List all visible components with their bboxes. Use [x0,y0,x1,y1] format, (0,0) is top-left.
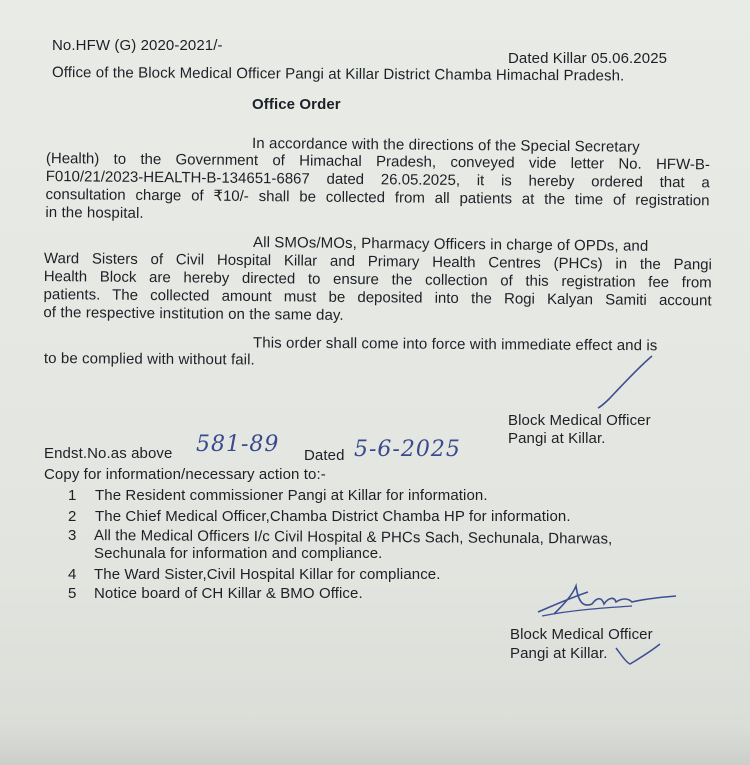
endorsement-label: Endst.No.as above [44,445,173,462]
copy-to-line: Copy for information/necessary action to:- [44,466,326,483]
para1-line: (Health) to the Government of Himachal Pradesh, conveyed vide letter No. HFW-B- [45,150,710,174]
signatory-place-1: Pangi at Killar. [508,430,606,447]
reference-number: No.HFW (G) 2020-2021/- [52,37,223,54]
endorsement-dated-label: Dated [304,447,345,464]
para2-line: of the respective institution on the same day. [43,303,344,324]
copy-item-text: The Resident commissioner Pangi at Killar for information. [95,487,488,504]
handwritten-endorsement-number: 581-89 [196,432,280,457]
para2-line: Ward Sisters of Civil Hospital Killar and Primary Health Centres (PHCs) in the Pangi [43,250,712,274]
para2-line: All SMOs/MOs, Pharmacy Officers in charge of OPDs, and [252,234,649,255]
issue-date: Dated Killar 05.06.2025 [508,50,668,67]
document-title: Office Order [252,96,341,113]
para2-line: patients. The collected amount must be deposited into the Rogi Kalyan Samiti account [43,285,712,310]
signature-flourish-2 [614,640,664,670]
para1-line: In accordance with the directions of the Special Secretary [251,134,640,156]
para3-line: to be complied with without fail. [43,350,255,369]
para1-line: consultation charge of ₹10/- shall be collected from all patients at the time of registration [45,185,710,210]
para3-line: This order shall come into force with immediate effect and is [252,334,658,355]
para2-line: Health Block are hereby directed to ensure the collection of this registration fee from [43,267,712,292]
para1-line: F010/21/2023-HEALTH-B-134651-6867 dated 26.05.2025, it is hereby ordered that a [45,167,710,192]
signature-mark-2 [532,582,682,622]
copy-item-number: 1 [68,487,77,504]
paper-shadow [0,725,750,765]
copy-item-number: 5 [68,585,77,602]
para1-line: in the hospital. [45,203,144,222]
office-name: Office of the Block Medical Officer Pangi at Killar District Chamba Himachal Pradesh. [51,64,625,85]
copy-item-text: The Ward Sister,Civil Hospital Killar for compliance. [94,566,441,583]
copy-item-number: 3 [68,527,77,544]
copy-item-text: Notice board of CH Killar & BMO Office. [94,585,363,602]
copy-item-number: 2 [68,508,77,525]
signatory-title-2: Block Medical Officer [510,626,653,643]
copy-item-text: Sechunala for information and compliance. [94,545,383,562]
signatory-title-1: Block Medical Officer [508,412,651,429]
signatory-place-2: Pangi at Killar. [510,645,608,662]
copy-item-text: All the Medical Officers I/c Civil Hospital & PHCs Sach, Sechunala, Dharwas, [93,527,613,548]
handwritten-endorsement-date: 5-6-2025 [354,437,461,462]
copy-item-number: 4 [68,566,77,583]
signature-mark-1 [590,352,660,412]
copy-item-text: The Chief Medical Officer,Chamba District Chamba HP for information. [95,508,571,525]
